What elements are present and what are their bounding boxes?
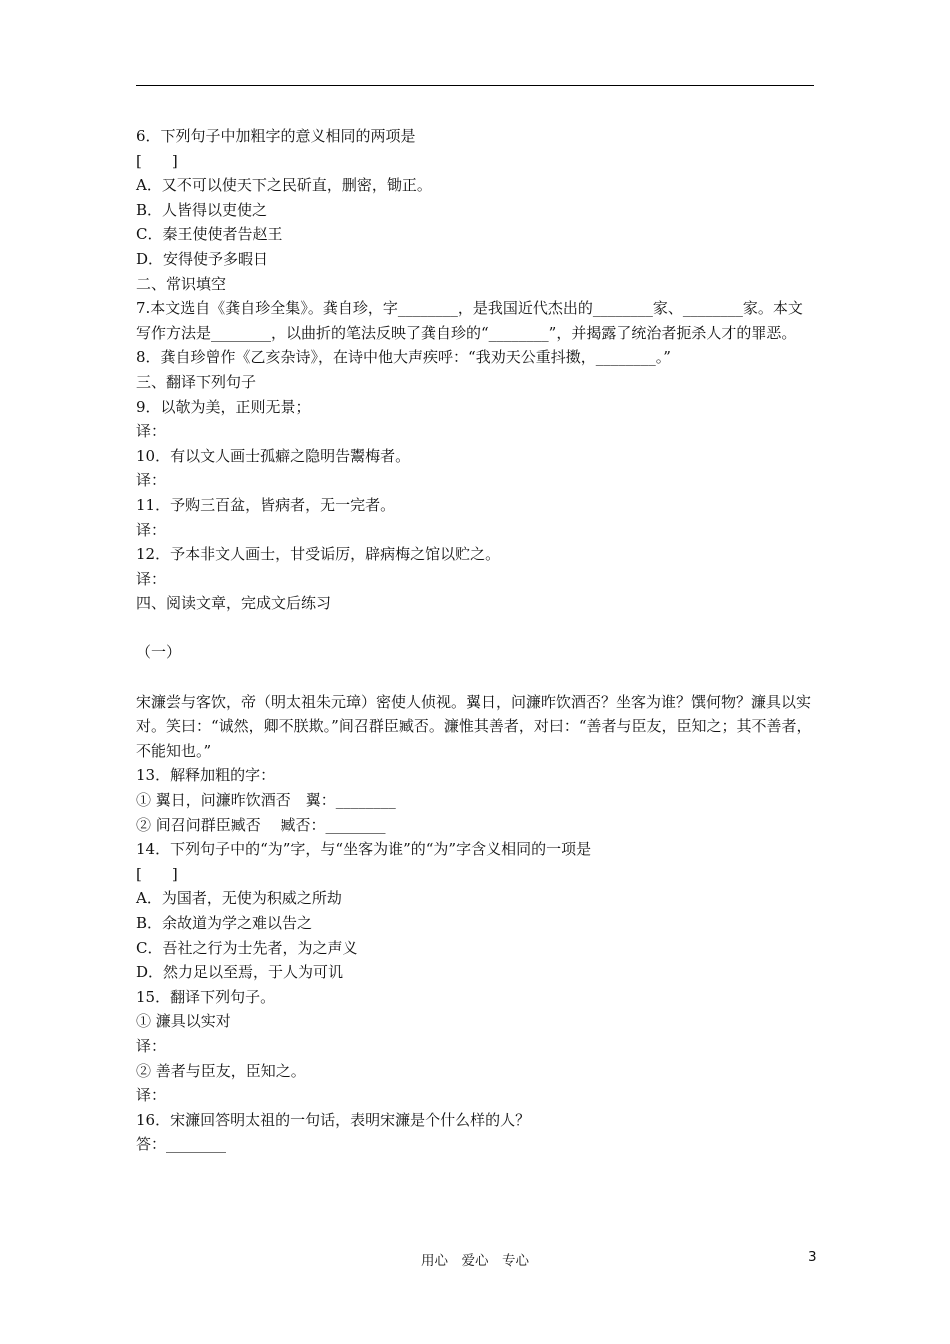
option-c: C．吾社之行为士先者，为之声义 [136, 938, 358, 957]
option-c: C．秦王使使者告赵王 [136, 225, 283, 244]
question-16: 16．宋濂回答明太祖的一句话，表明宋濂是个什么样的人？ [136, 1110, 531, 1129]
translation-label: 译： [136, 471, 167, 490]
question-8: 8．龚自珍曾作《乙亥杂诗》，在诗中他大声疾呼：“我劝天公重抖擞，________。” [136, 348, 671, 367]
question-10: 10．有以文人画士孤癖之隐明告鬻梅者。 [136, 446, 411, 465]
part-label: （一） [136, 643, 182, 662]
question-7: 7.本文选自《龚自珍全集》。龚自珍，字________，是我国近代杰出的________家、________家。本文写作方法是________，以曲折的笔法反映了龚自珍的“________”，并揭露了统治者扼杀人才的罪恶。 [136, 299, 803, 342]
answer-label: 答：________ [136, 1135, 227, 1154]
option-d: D．然力足以至焉，于人为可讥 [136, 963, 344, 982]
spacer [136, 616, 816, 641]
question-13: 13．解释加粗的字： [136, 766, 276, 785]
option-a: A．为国者，无使为积威之所劫 [136, 889, 342, 908]
translation-label: 译： [136, 422, 167, 441]
question-13-item-2: ② 间召问群臣臧否 臧否：________ [136, 815, 386, 834]
translation-label: 译： [136, 569, 167, 588]
section-heading-2: 二、常识填空 [136, 274, 227, 293]
option-a: A．又不可以使天下之民斫直，删密，锄正。 [136, 176, 432, 195]
translation-label: 译： [136, 1036, 167, 1055]
translation-label: 译： [136, 1086, 167, 1105]
page-number: 3 [808, 1249, 817, 1265]
question-6: 6．下列句子中加粗字的意义相同的两项是 [136, 127, 416, 145]
option-b: B．人皆得以吏使之 [136, 200, 268, 219]
answer-bracket: [ ] [136, 151, 178, 170]
question-15-item-2: ② 善者与臣友，臣知之。 [136, 1061, 306, 1080]
reading-passage: 宋濂尝与客饮，帝（明太祖朱元璋）密使人侦视。翼日，问濂昨饮酒否？坐客为谁？馔何物？濂具以实对。笑曰：“诚然，卿不朕欺。”间召群臣臧否。濂惟其善者，对曰：“善者与臣友，臣知之；其不善者，不能知也。” [136, 692, 812, 760]
question-11: 11．予购三百盆，皆病者，无一完者。 [136, 495, 396, 514]
spacer [136, 665, 816, 690]
header-rule [136, 85, 814, 86]
page-content [136, 124, 816, 1157]
question-14: 14．下列句子中的“为”字，与“坐客为谁”的“为”字含义相同的一项是 [136, 840, 592, 859]
question-13-item-1: ① 翼日，问濂昨饮酒否 翼：________ [136, 791, 396, 810]
option-b: B．余故道为学之难以告之 [136, 914, 313, 932]
section-heading-3: 三、翻译下列句子 [136, 372, 257, 391]
footer-motto: 用心 爱心 专心 [421, 1253, 529, 1269]
section-heading-4: 四、阅读文章，完成文后练习 [136, 594, 332, 613]
question-12: 12．予本非文人画士，甘受诟厉，辟病梅之馆以贮之。 [136, 545, 501, 564]
question-9: 9．以欹为美，正则无景； [136, 397, 311, 416]
option-d: D．安得使予多暇日 [136, 249, 269, 268]
translation-label: 译： [136, 520, 167, 539]
question-15-item-1: ① 濂具以实对 [136, 1012, 231, 1031]
question-15: 15．翻译下列句子。 [136, 987, 276, 1006]
answer-bracket: [ ] [136, 864, 178, 883]
